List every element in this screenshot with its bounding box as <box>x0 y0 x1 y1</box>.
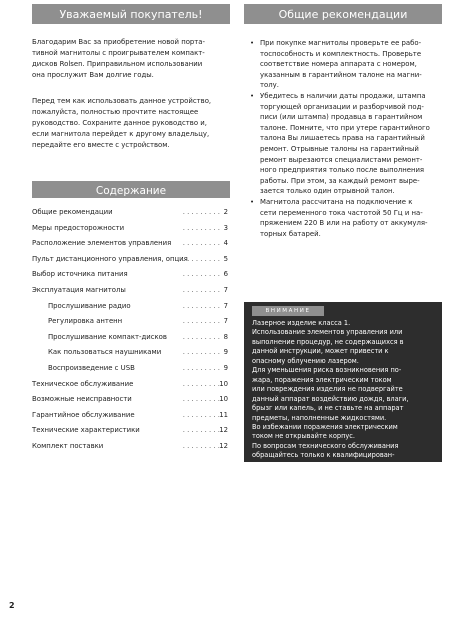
toc-entry-title: Выбор источника питания <box>32 270 128 279</box>
toc-entry-page: 7 <box>223 317 228 326</box>
toc-row <box>32 408 230 424</box>
recommendations-list <box>250 38 442 239</box>
toc-entry-page: 12 <box>219 441 228 450</box>
bullet-icon: • <box>250 91 255 100</box>
toc-row <box>32 236 230 252</box>
toc-entry-title: Эксплуатация магнитолы <box>32 285 126 294</box>
toc-header <box>32 181 230 198</box>
toc-entry-title: Гарантийное обслуживание <box>32 410 135 419</box>
toc-entry-page: 3 <box>223 223 228 232</box>
toc-entry-page: 11 <box>219 410 228 419</box>
toc-leader-dots: . . . . . . . . . <box>182 208 220 216</box>
toc-row <box>32 377 230 393</box>
toc-entry-page: 7 <box>223 301 228 310</box>
toc-entry-title: Техническое обслуживание <box>32 379 134 388</box>
toc-leader-dots: . . . . . . . . . <box>182 410 220 419</box>
toc-row <box>32 330 230 346</box>
toc-row <box>32 392 230 408</box>
recommendation-item <box>250 91 442 197</box>
left-section-header-text: Уважаемый покупатель! <box>59 7 203 21</box>
toc-leader-dots: . . . . . . . . . <box>182 223 220 232</box>
toc-entry-page: 5 <box>223 254 228 263</box>
toc-entry-page: 4 <box>223 239 228 248</box>
toc-row <box>32 361 230 377</box>
toc-entry-title: Технические характеристики <box>32 426 140 435</box>
bullet-icon: • <box>250 197 255 206</box>
toc-entry-title: Возможные неисправности <box>32 395 132 404</box>
toc-leader-dots: . . . . . . . . . <box>182 317 220 326</box>
recommendation-text: Магнитола рассчитана на подключение к сети переменного тока частотой 50 Гц и на- пряжением 220 В или на работу от аккумуля- торных батарей. <box>260 197 428 238</box>
toc-leader-dots: . . . . . . . . . <box>182 332 220 341</box>
toc-row <box>32 314 230 330</box>
toc-entry-page: 6 <box>223 270 228 279</box>
toc-leader-dots: . . . . . . . . . <box>182 301 220 310</box>
toc-entry-page: 10 <box>219 379 228 388</box>
toc-entry-title: Пульт дистанционного управления, опция <box>32 254 188 263</box>
toc-entry-title: Прослушивание радио <box>48 301 131 310</box>
toc-entry-page: 8 <box>223 332 228 341</box>
intro-paragraph-2: Перед тем как использовать данное устройство, пожалуйста, полностью прочтите настоящее руководство. Сохраните данное руководство и, если магнитола перейдет к другому владельцу, передайте его вместе с устройством. <box>32 97 212 149</box>
toc-leader-dots: . . . . . . . . . <box>182 254 220 263</box>
toc-leader-dots: . . . . . . . . . <box>182 395 220 404</box>
toc-leader-dots: . . . . . . . . . <box>182 285 220 294</box>
toc-row <box>32 345 230 361</box>
toc-row <box>32 252 230 268</box>
warning-label: ВНИМАНИЕ <box>252 306 324 316</box>
toc-entry-page: 7 <box>223 285 228 294</box>
right-section-header-text: Общие рекомендации <box>278 7 408 21</box>
toc-leader-dots: . . . . . . . . . <box>182 379 220 388</box>
toc-entry-title: Прослушивание компакт-дисков <box>48 332 167 341</box>
toc-header-text: Содержание <box>95 185 167 197</box>
toc-leader-dots: . . . . . . . . . <box>182 363 220 372</box>
toc-entry-page: 12 <box>219 426 228 435</box>
toc-entry-title: Общие рекомендации <box>32 208 113 216</box>
toc-row <box>32 267 230 283</box>
toc-entry-title: Расположение элементов управления <box>32 239 172 248</box>
toc-leader-dots: . . . . . . . . . <box>182 239 220 248</box>
bullet-icon: • <box>250 39 255 47</box>
right-section-header <box>244 4 442 24</box>
toc-entry-title: Меры предосторожности <box>32 223 125 232</box>
toc-entry-page: 10 <box>219 395 228 404</box>
toc-leader-dots: . . . . . . . . . <box>182 426 220 435</box>
toc-row <box>32 299 230 315</box>
left-section-header <box>32 4 230 24</box>
recommendation-text: При покупке магнитолы проверьте ее рабо- тоспособность и комплектность. Проверьте соответствие номера аппарата с номером, указанным в гарантийном талоне на магни- толу. <box>260 39 422 90</box>
toc-leader-dots: . . . . . . . . . <box>182 441 220 450</box>
toc-row <box>32 221 230 237</box>
toc-entry-page: 9 <box>223 348 228 357</box>
page-number: 2 <box>9 601 15 610</box>
toc-row <box>32 423 230 439</box>
intro-paragraph-1: Благодарим Вас за приобретение новой порта- тивной магнитолы с проигрывателем компакт- дисков Rolsen. Приправильном использовании она прослужит Вам долгие годы. <box>32 38 206 79</box>
warning-text: Лазерное изделие класса 1. Использование элементов управления или выполнение процедур, не содержащихся в данной инструкции, может привести к опасному облучению лазером. Для уменьшения риска возникновения по- жара, поражения электрическим током или повреждения изделия не подвергайте данный аппарат воздействию дождя, влаги, брызг или капель, и не ставьте на аппарат предметы, наполненные жидкостями. Во избежании поражения электрическим током не открывайте корпус. По вопросам технического обслуживания обращайтесь только к квалифицирован- ным специалистам. <box>252 319 409 469</box>
toc-entry-title: Как пользоваться наушниками <box>48 348 162 357</box>
warning-box <box>244 302 442 469</box>
toc-leader-dots: . . . . . . . . . <box>182 348 220 357</box>
recommendation-text: Убедитесь в наличии даты продажи, штампа торгующей организации и разборчивой под- писи (или штампа) продавца в гарантийном талоне. Помните, что при утере гарантийного талона Вы лишаетесь права на гарантийный ремонт. Отрывные талоны на гарантийный ремонт вырезаются специалистами ремонт- ного предприятия только после выполнения работы. При этом, за каждый ремонт выре- зается только один отрывной талон. <box>260 91 430 196</box>
toc-entry-title: Воспроизведение с USB <box>48 363 135 372</box>
recommendation-item <box>250 197 442 239</box>
toc-leader-dots: . . . . . . . . . <box>182 270 220 279</box>
toc-entry-page: 2 <box>223 208 228 216</box>
toc-row <box>32 283 230 299</box>
toc-row <box>32 205 230 221</box>
toc-entry-page: 9 <box>223 363 228 372</box>
toc-row <box>32 439 230 455</box>
toc-entry-title: Комплект поставки <box>32 441 104 450</box>
table-of-contents <box>32 205 230 455</box>
recommendation-item <box>250 38 442 91</box>
toc-entry-title: Регулировка антенн <box>48 317 123 326</box>
